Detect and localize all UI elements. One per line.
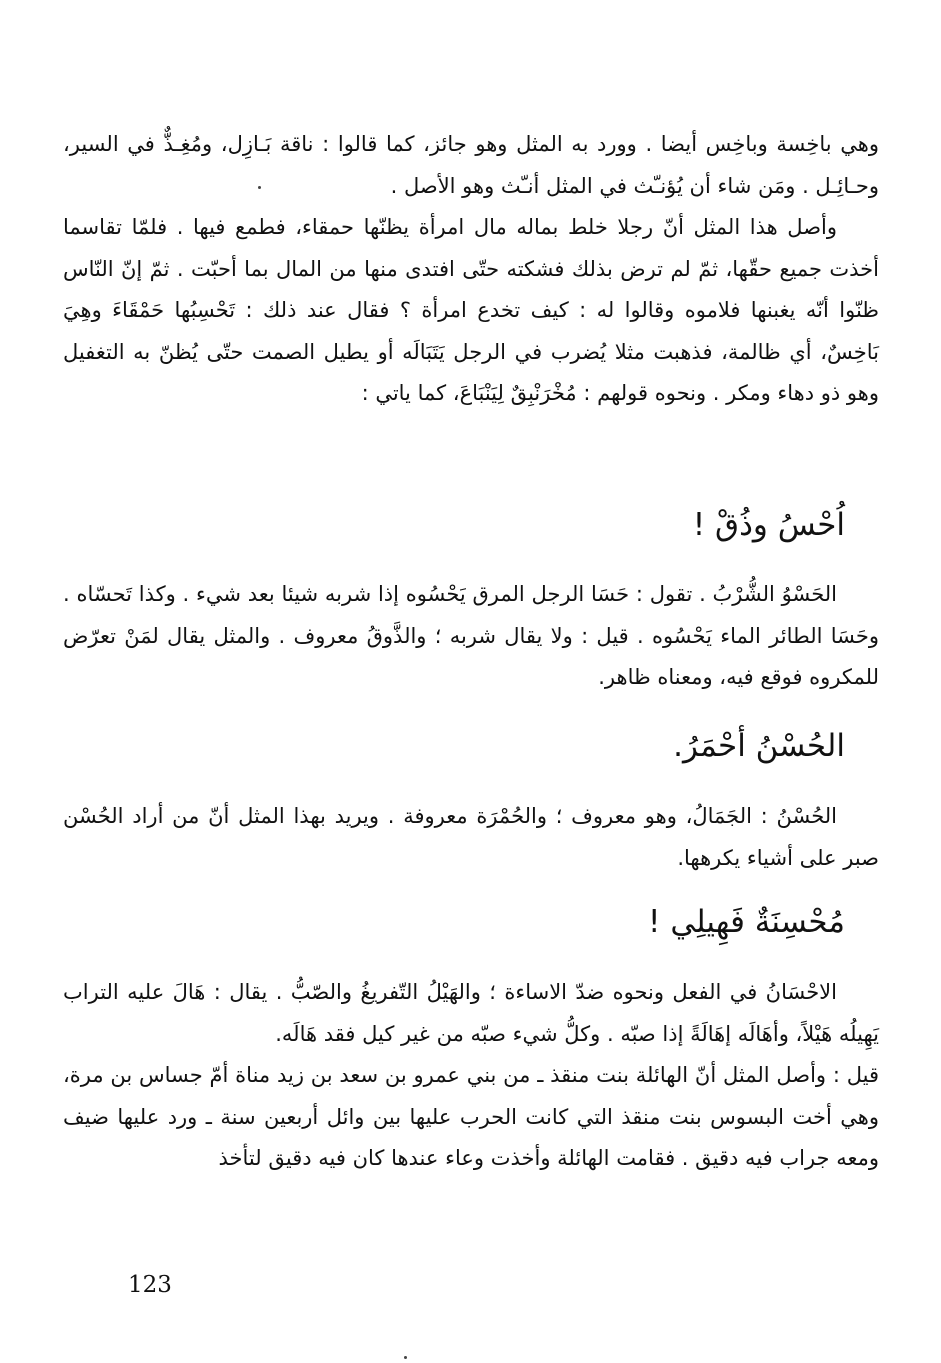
scan-speck: [404, 1356, 407, 1359]
paragraph-continuation: وهي باخِسة وباخِس أيضا . وورد به المثل وهو جائز، كما قالوا : ناقة بَـازِل، ومُغِـذٌّ في السير، وحـائِـل . ومَن شاء أن يُؤنـّث في المثل أنـّث وهو الأصل .: [63, 132, 879, 198]
section-pour-text: [63, 972, 879, 1180]
paragraph-taste: الحَسْوُ الشُّرْبُ . تقول : حَسَا الرجل المرق يَحْسُوه إذا شربه شيئا بعد شيء . وكذا تَحسّاه . وحَسَا الطائر الماء يَحْسُوه . قيل : ولا يقال شربه ؛ والذَّوقُ معروف . والمثل يقال لمَنْ تعرّض للمكروه فوقع فيه، ومعناه ظاهر.: [63, 582, 879, 689]
heading-proverb-beauty: الحُسْنُ أحْمَرُ.: [673, 728, 845, 764]
paragraph-pour-definition: الاحْسَانُ في الفعل ونحوه ضدّ الاساءة ؛ والهَيْلُ التّفريغُ والصّبُّ . يقال : هَالَ عليه التراب يَهِيلُه هَيْلاً، وأهَالَه إهَالَةً إذا صبّه . وكلُّ شيء صبّه من غير كيل فقد هَالَه.: [63, 980, 879, 1046]
scan-speck: [258, 186, 261, 189]
paragraph-origin-story: وأصل هذا المثل أنّ رجلا خلط بماله مال امرأة يظنّها حمقاء، فطمع فيها . فلمّا تقاسما أخذت جميع حقّها، ثمّ لم ترض بذلك فشكته حتّى افتدى منها من المال بما أحبّت . ثمّ إنّ النّاس ظنّوا أنّه يغبنها فلاموه وقالوا له : كيف تخدع امرأة ؟ فقال عند ذلك : تَحْسِبُها حَمْقَاءَ وهِيَ بَاخِسٌ، أي ظالمة، فذهبت مثلا يُضرب في الرجل يَتَبَالَه أو يطيل الصمت حتّى يُظنّ به التغفيل وهو ذو دهاء ومكر . ونحوه قولهم : مُخْرَنْبِقٌ لِيَنْبَاعَ، كما ياتي :: [63, 215, 879, 405]
page-number: 123: [128, 1272, 172, 1298]
heading-proverb-pour: مُحْسِنَةٌ فَهِيلِي !: [648, 904, 845, 940]
heading-proverb-taste: اُحْسُ وذُقْ !: [692, 507, 845, 543]
intro-text: [63, 124, 879, 415]
section-taste-text: [63, 574, 879, 699]
section-beauty-text: [63, 796, 879, 879]
paragraph-beauty: الحُسْنُ : الجَمَالُ، وهو معروف ؛ والحُمْرَة معروفة . ويريد بهذا المثل أنّ من أراد الحُسْن صبر على أشياء يكرهها.: [63, 804, 879, 870]
paragraph-pour-origin: قيل : وأصل المثل أنّ الهائلة بنت منقذ ـ من بني عمرو بن سعد بن زيد مناة أمّ جساس بن مرة، وهي أخت البسوس بنت منقذ التي كانت الحرب عليها بين وائل أربعين سنة ـ ورد عليها ضيف ومعه جراب فيه دقيق . فقامت الهائلة وأخذت وعاء عندها كان فيه دقيق لتأخذ: [63, 1063, 879, 1170]
